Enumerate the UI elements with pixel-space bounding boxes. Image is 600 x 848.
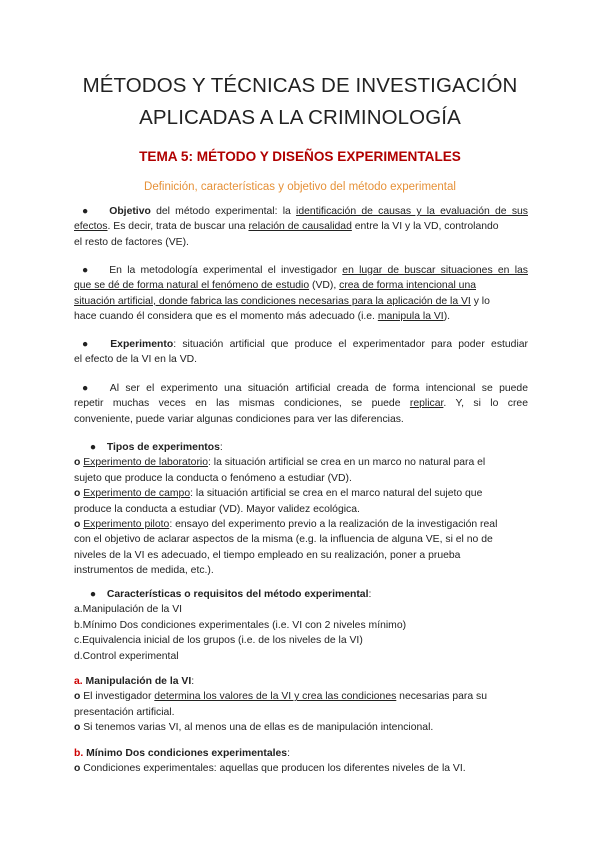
sub-bullet-icon: o (74, 691, 81, 703)
text-fragment: : (191, 676, 195, 687)
list-item: d.Control experimental (74, 650, 179, 662)
underlined-text: que se dé de forma natural el fenómeno de estudio (74, 280, 310, 292)
list-letter: b. (74, 748, 84, 759)
document-title-line-1: MÉTODOS Y TÉCNICAS DE INVESTIGACIÓN (82, 74, 518, 97)
bullet-icon: ● (89, 442, 97, 453)
sub-bullet-icon: o (74, 763, 81, 775)
sub-bullet-icon: o (74, 518, 81, 530)
sub-bullet-icon: o (74, 488, 81, 500)
underlined-text: situación artificial, donde fabrica las condiciones necesarias para la aplicación de la VI (74, 295, 471, 307)
underlined-text: Experimento de campo (83, 488, 191, 500)
text-fragment: : ensayo del experimento previo a la realización de la investigación real (169, 518, 498, 530)
underlined-text: relación de causalidad (248, 221, 352, 233)
underlined-text: manipula la VI (377, 311, 444, 323)
text-fragment: produce la conducta a estudiar (VD). Mayor validez ecológica. (74, 503, 360, 515)
text-fragment: : (287, 748, 290, 759)
paragraph-replicar (74, 381, 528, 427)
text-fragment: . Es decir, trata de buscar una (107, 221, 249, 233)
text-fragment: ). (443, 311, 451, 323)
underlined-text: efectos (74, 221, 108, 233)
text-fragment: : (219, 442, 223, 453)
list-item: c.Equivalencia inicial de los grupos (i.e. de los niveles de la VI) (74, 635, 363, 647)
text-fragment: : la situación artificial se crea en un marco no natural para el (208, 457, 486, 469)
term-experimento: Experimento (110, 339, 174, 350)
underlined-text: en lugar de buscar situaciones en las (342, 265, 528, 276)
text-fragment: hace cuando él considera que es el momento más adecuado (i.e. (74, 311, 378, 323)
caracteristicas-heading: Características o requisitos del método experimental (106, 589, 369, 600)
paragraph-metodologia (74, 263, 528, 325)
bullet-icon: ● (82, 265, 89, 276)
list-item: a.Manipulación de la VI (74, 604, 183, 616)
list-letter: a. (74, 676, 83, 687)
text-fragment: : (368, 589, 372, 600)
underlined-text: Experimento piloto (83, 518, 170, 530)
minimo-heading: Mínimo Dos condiciones experimentales (83, 748, 288, 759)
text-fragment: niveles de la VI es adecuado, el tiempo empleado en su realización, poner a prueba (74, 549, 461, 561)
tipos-heading: Tipos de experimentos (106, 442, 220, 453)
text-fragment: : situación artificial que produce el experimentador para poder estudiar (173, 339, 528, 350)
sub-bullet-icon: o (74, 457, 81, 469)
paragraph-objetivo (74, 204, 528, 250)
text-fragment: conveniente, puede variar algunas condiciones para ver las diferencias. (74, 413, 404, 425)
bullet-icon: ● (82, 206, 89, 217)
underlined-text: identificación de causas y la evaluación de sus (296, 206, 529, 217)
bullet-icon: ● (82, 339, 89, 350)
text-fragment: el resto de factores (VE). (74, 236, 189, 248)
text-fragment: instrumentos de medida, etc.). (74, 565, 214, 577)
text-fragment: repetir muchas veces en las mismas condiciones, se puede (74, 398, 410, 410)
term-objetivo: Objetivo (109, 206, 151, 217)
document-title-line-2: APLICADAS A LA CRIMINOLOGÍA (139, 106, 461, 129)
text-fragment: necesarias para su (396, 691, 487, 703)
text-fragment: . Y, si lo cree (443, 398, 528, 410)
sub-bullet-icon: o (74, 722, 81, 734)
text-fragment: : la situación artificial se crea en el marco natural del sujeto que (190, 488, 483, 500)
text-fragment: Al ser el experimento una situación artificial creada de forma intencional se puede (109, 383, 528, 394)
paragraph-experimento (74, 337, 528, 368)
paragraph-caracteristicas (74, 587, 528, 664)
underlined-text: Experimento de laboratorio (83, 457, 209, 469)
underlined-text: replicar (409, 398, 444, 410)
text-fragment: con el objetivo de aclarar aspectos de la misma (e.g. la influencia de alguna VE, si el no de (74, 534, 493, 546)
text-fragment: Si tenemos varias VI, al menos una de ellas es de manipulación intencional. (80, 722, 434, 734)
text-fragment: entre la VI y la VD, controlando (351, 221, 499, 233)
text-fragment: el efecto de la VI en la VD. (74, 354, 198, 366)
text-fragment: El investigador (80, 691, 155, 703)
bullet-icon: ● (89, 589, 97, 600)
paragraph-tipos (74, 440, 528, 579)
text-fragment: Condiciones experimentales: aquellas que producen los diferentes niveles de la VI. (80, 763, 466, 775)
list-item: b.Mínimo Dos condiciones experimentales (i.e. VI con 2 niveles mínimo) (74, 619, 407, 631)
underlined-text: crea de forma intencional una (339, 280, 477, 292)
text-fragment: (VD), (309, 280, 340, 292)
paragraph-minimo (74, 746, 528, 777)
text-fragment: En la metodología experimental el investigador (109, 265, 343, 276)
bullet-icon: ● (82, 383, 89, 394)
section-heading: TEMA 5: MÉTODO Y DISEÑOS EXPERIMENTALES (139, 149, 461, 164)
paragraph-manipulacion (74, 674, 528, 736)
section-subtitle: Definición, características y objetivo del método experimental (144, 181, 456, 193)
manipulacion-heading: Manipulación de la VI (82, 676, 192, 687)
text-fragment: y lo (470, 295, 490, 307)
underlined-text: determina los valores de la VI y crea las condiciones (154, 691, 397, 703)
text-fragment: presentación artificial. (74, 706, 175, 718)
text-fragment: sujeto que produce la conducta o fenómeno a estudiar (VD). (74, 472, 352, 484)
text-fragment: del método experimental: la (150, 206, 297, 217)
